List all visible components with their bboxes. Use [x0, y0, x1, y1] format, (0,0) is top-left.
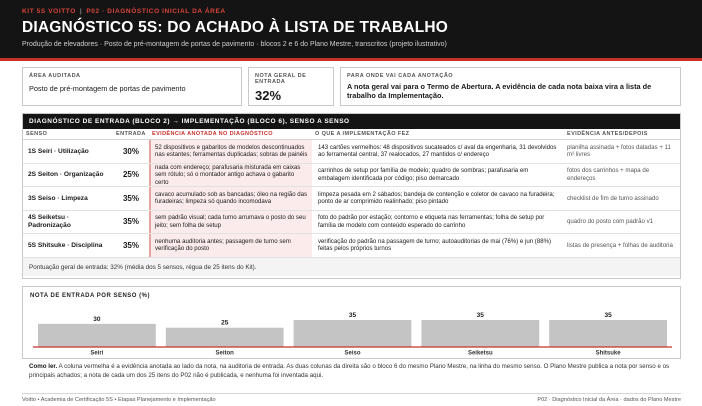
cell-senso: 3S Seiso · Limpeza [28, 194, 88, 202]
page-header [0, 0, 702, 58]
cell-implementacao: foto do padrão por estação; contorno e etiqueta nas ferramentas; folha de setup por família de modelo com conteúdo esperado do carrinho [318, 214, 545, 229]
cell-senso: 5S Shitsuke · Disciplina [28, 241, 103, 249]
chart-title: NOTA DE ENTRADA POR SENSO (%) [30, 293, 150, 299]
cell-implementacao: 143 cartões vermelhos: 48 dispositivos sucateados c/ aval da engenharia, 31 devolvidos ao ferramental central, 37 realocados, 27 mantidos c/ endereço [318, 143, 557, 159]
page-title: DIAGNÓSTICO 5S: DO ACHADO À LISTA DE TRABALHO [22, 19, 449, 36]
footer-right: P02 · Diagnóstico Inicial da Área · dados do Plano Mestre [537, 397, 681, 403]
cell-antes-depois: fotos dos carrinhos + mapa de endereços [567, 167, 650, 182]
table-row [23, 234, 680, 258]
chart-category-label: Seiton [215, 350, 234, 357]
header-antes-depois: EVIDÊNCIA ANTES/DEPOIS [567, 131, 648, 137]
cell-implementacao: carrinhos de setup por família de modelo; quadro de sombras; parafusaria em embalagem identificada por código; piso demarcado [318, 167, 529, 182]
kicker-section: P02 · DIAGNÓSTICO INICIAL DA ÁREA [86, 8, 226, 15]
kpi-area-value: Posto de pré-montagem de portas de pavimento [29, 84, 186, 93]
header-implementacao: O QUE A IMPLEMENTAÇÃO FEZ [315, 131, 410, 137]
note-text: A coluna vermelha é a evidência anotada ao lado da nota, na auditoria de entrada. As duas colunas da direita são o bloco 6 do mesmo Plano Mestre, na linha do mesmo senso. O Plano Mestre publica a nota por senso e os principais achados; a nota de cada um dos 25 itens do P02 não é publicada, e nenhuma foi inventada aqui. [29, 363, 670, 379]
chart-bar [549, 320, 667, 347]
cell-evidencia: nenhuma auditoria antes; passagem de turno sem verificação do posto [149, 234, 312, 257]
header-senso: SENSO [26, 131, 48, 137]
header-evidencia: EVIDÊNCIA ANOTADA NO DIAGNÓSTICO [152, 131, 273, 137]
kpi-area [22, 67, 242, 106]
cell-senso: 2S Seiton · Organização [28, 171, 104, 178]
chart-value-label: 35 [604, 312, 612, 319]
cell-evidencia: nada com endereço; parafusaria misturada em caixas sem rótulo; só o montador antigo achava o gabarito certo [149, 164, 312, 187]
kpi-destination-value: A nota geral vai para o Termo de Abertura. A evidência de cada nota baixa vira a lista de trabalho da Implementação. [347, 82, 652, 100]
score-chart [22, 286, 681, 359]
cell-senso: 4S Seiketsu · Padronização [28, 214, 71, 229]
table-footnote: Pontuação geral de entrada: 32% (média dos 5 sensos, régua de 25 itens do Kit). [23, 258, 680, 276]
chart-category-label: Seiri [90, 350, 104, 357]
diagnosis-table [22, 113, 681, 279]
chart-value-label: 35 [348, 312, 357, 319]
kpi-score-label: NOTA GERAL DE ENTRADA [255, 73, 307, 85]
page-footer [22, 397, 681, 403]
kpi-score [248, 67, 334, 106]
cell-senso: 1S Seiri · Utilização [28, 147, 89, 155]
chart-category-label: Seiketsu [467, 350, 493, 357]
table-body [23, 140, 680, 258]
kicker-separator: | [79, 8, 83, 15]
kpi-score-value: 32% [255, 88, 282, 103]
cell-implementacao: verificação do padrão na passagem de turno; autoauditorias de mai (76%) e jun (88%) feitas pelos próprios turnos [318, 237, 552, 253]
chart-bar [166, 328, 284, 347]
note-lead: Como ler. [29, 363, 58, 370]
chart-bar [294, 320, 412, 347]
table-row [23, 140, 680, 164]
table-row [23, 164, 680, 188]
cell-implementacao: limpeza pesada em 2 sábados; bandeja de contenção e coletor de cavaco na furadeira; ponto de ar comprimido realinhado; piso pintado [318, 190, 555, 206]
cell-entrada: 35% [122, 217, 139, 226]
reading-note [29, 363, 679, 380]
header-entrada: ENTRADA [116, 131, 146, 137]
table-header [23, 129, 680, 140]
cell-antes-depois: quadro do posto com padrão v1 [567, 218, 654, 225]
footer-divider [22, 393, 681, 394]
cell-evidencia: cavaco acumulado sob as bancadas; óleo na região das furadeiras; limpeza só quando incomodava [149, 187, 312, 210]
kpi-destination [340, 67, 681, 106]
table-row [23, 211, 680, 235]
chart-bar [421, 320, 539, 347]
chart-category-label: Seiso [344, 350, 361, 357]
kpi-destination-label: PARA ONDE VAI CADA ANOTAÇÃO [347, 73, 454, 79]
accent-bar [0, 58, 702, 61]
cell-entrada: 25% [122, 170, 139, 179]
page-subtitle: Produção de elevadores · Posto de pré-montagem de portas de pavimento · blocos 2 e 6 do Plano Mestre, transcritos (projeto ilustrativo) [22, 41, 447, 48]
kpi-row [22, 67, 681, 106]
chart-category-label: Shitsuke [595, 350, 621, 357]
kicker [22, 8, 226, 15]
footer-left: Voitto • Academia de Certificação 5S • Etapas Planejamento e Implementação [22, 397, 216, 403]
cell-antes-depois: listas de presença + folhas de auditoria [567, 241, 673, 249]
cell-antes-depois: planilha assinada + fotos datadas + 11 m² livres [567, 143, 671, 159]
table-title: DIAGNÓSTICO DE ENTRADA (BLOCO 2) → IMPLEMENTAÇÃO (BLOCO 6), SENSO A SENSO [23, 114, 680, 129]
cell-entrada: 35% [122, 240, 139, 250]
chart-bar [38, 324, 156, 347]
chart-value-label: 30 [93, 315, 101, 323]
cell-entrada: 30% [122, 146, 139, 156]
chart-value-label: 25 [221, 319, 229, 327]
cell-evidencia: sem padrão visual; cada turno arrumava o posto do seu jeito; sem folha de setup [149, 211, 312, 234]
cell-antes-depois: checklist de fim de turno assinado [567, 194, 659, 202]
chart-canvas [23, 287, 682, 360]
chart-value-label: 35 [476, 312, 484, 319]
cell-evidencia: 52 dispositivos e gabaritos de modelos descontinuados nas estantes; ferramentas duplicadas; sobras de painéis [149, 140, 312, 163]
kpi-area-label: ÁREA AUDITADA [29, 73, 81, 79]
table-row [23, 187, 680, 211]
cell-entrada: 35% [122, 193, 139, 203]
kicker-brand: KIT 5S VOITTO [22, 8, 76, 15]
